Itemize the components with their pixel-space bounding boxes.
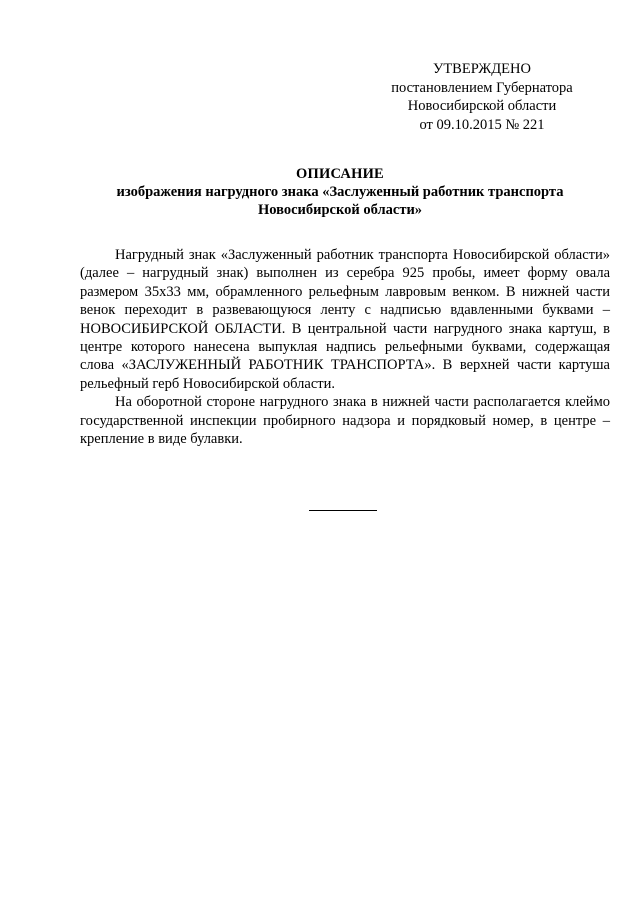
approval-title: УТВЕРЖДЕНО bbox=[433, 61, 531, 77]
title-subtitle-line1: изображения нагрудного знака «Заслуженный работник транспорта bbox=[116, 184, 564, 200]
body-paragraph-1: Нагрудный знак «Заслуженный работник транспорта Новосибирской области» (далее – нагрудный знак) выполнен из серебра 925 пробы, имеет форму овала размером 35х33 мм, обрамленного рельефным лавровым венком. В нижней части венок переходит в развевающуюся ленту с надписью вдавленными буквами – НОВОСИБИРСКОЙ ОБЛАСТИ. В центральной части нагрудного знака картуш, в центре которого нанесена выпуклая надпись рельефными буквами, содержащая слова «ЗАСЛУЖЕННЫЙ РАБОТНИК ТРАНСПОРТА». В верхней части картуша рельефный герб Новосибирской области. bbox=[80, 247, 610, 392]
title-heading: ОПИСАНИЕ bbox=[296, 166, 384, 182]
body-paragraph-2: На оборотной стороне нагрудного знака в нижней части располагается клеймо государственной инспекции пробирного надзора и порядковый номер, в центре – крепление в виде булавки. bbox=[80, 394, 610, 448]
closing-rule-divider bbox=[309, 510, 377, 511]
approval-decree-line: постановлением Губернатора bbox=[391, 79, 573, 96]
approval-date-number: от 09.10.2015 № 221 bbox=[419, 116, 545, 133]
document-body bbox=[80, 246, 610, 448]
approval-stamp bbox=[380, 60, 584, 134]
title-subtitle-line2: Новосибирской области» bbox=[257, 202, 423, 218]
approval-region-line: Новосибирской области bbox=[407, 98, 557, 114]
document-title bbox=[60, 165, 620, 219]
